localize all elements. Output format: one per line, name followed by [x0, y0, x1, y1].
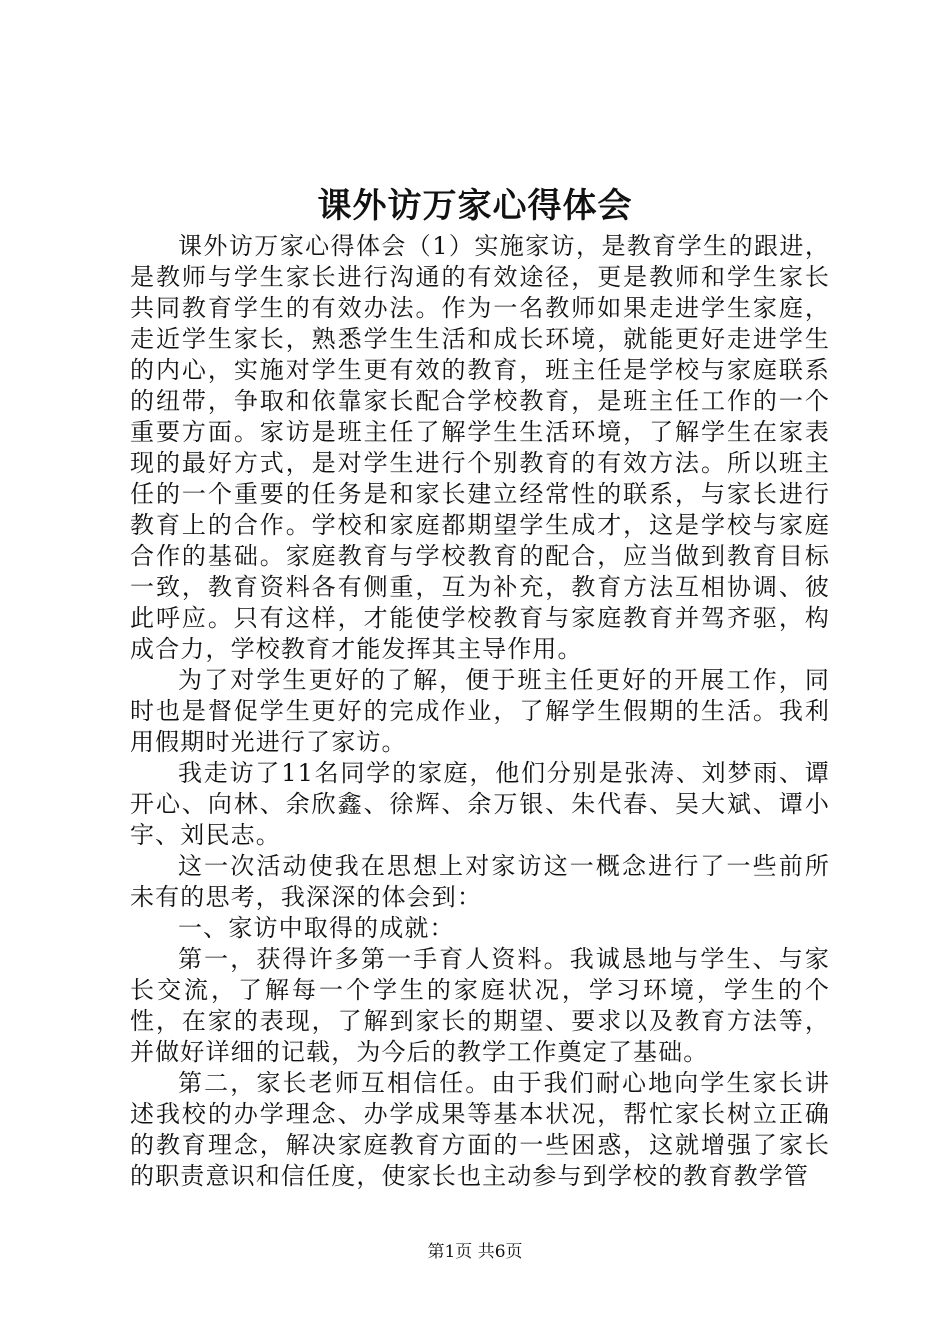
paragraph: 第二，家长老师互相信任。由于我们耐心地向学生家长讲述我校的办学理念、办学成果等基本状况，帮忙家长树立正确的教育理念，解决家庭教育方面的一些困惑，这就增强了家长的职责意识和信任度，使家长也主动参与到学校的教育教学管 [130, 1069, 830, 1190]
paragraph: 为了对学生更好的了解，便于班主任更好的开展工作，同时也是督促学生更好的完成作业，了解学生假期的生活。我利用假期时光进行了家访。 [130, 666, 830, 756]
paragraph: 我走访了11名同学的家庭，他们分别是张涛、刘梦雨、谭开心、向林、余欣鑫、徐辉、余万银、朱代春、吴大斌、谭小宇、刘民志。 [130, 759, 830, 849]
paragraph: 课外访万家心得体会（1）实施家访，是教育学生的跟进，是教师与学生家长进行沟通的有效途径，更是教师和学生家长共同教育学生的有效办法。作为一名教师如果走进学生家庭，走近学生家长，熟悉学生生活和成长环境，就能更好走进学生的内心，实施对学生更有效的教育，班主任是学校与家庭联系的纽带，争取和依靠家长配合学校教育，是班主任工作的一个重要方面。家访是班主任了解学生生活环境，了解学生在家表现的最好方式，是对学生进行个别教育的有效方法。所以班主任的一个重要的任务是和家长建立经常性的联系，与家长进行教育上的合作。学校和家庭都期望学生成才，这是学校与家庭合作的基础。家庭教育与学校教育的配合，应当做到教育目标一致，教育资料各有侧重，互为补充，教育方法互相协调、彼此呼应。只有这样，才能使学校教育与家庭教育并驾齐驱，构成合力，学校教育才能发挥其主导作用。 [130, 232, 830, 663]
paragraph: 第一，获得许多第一手育人资料。我诚恳地与学生、与家长交流，了解每一个学生的家庭状况，学习环境，学生的个性，在家的表现，了解到家长的期望、要求以及教育方法等，并做好详细的记载，为今后的教学工作奠定了基础。 [130, 945, 830, 1066]
document-title: 课外访万家心得体会 [317, 186, 633, 226]
document-body [130, 231, 830, 1192]
paragraph: 这一次活动使我在思想上对家访这一概念进行了一些前所未有的思考，我深深的体会到： [130, 852, 830, 911]
section-heading: 一、家访中取得的成就： [178, 914, 455, 942]
page-footer: 第1页 共6页 [427, 1242, 523, 1262]
